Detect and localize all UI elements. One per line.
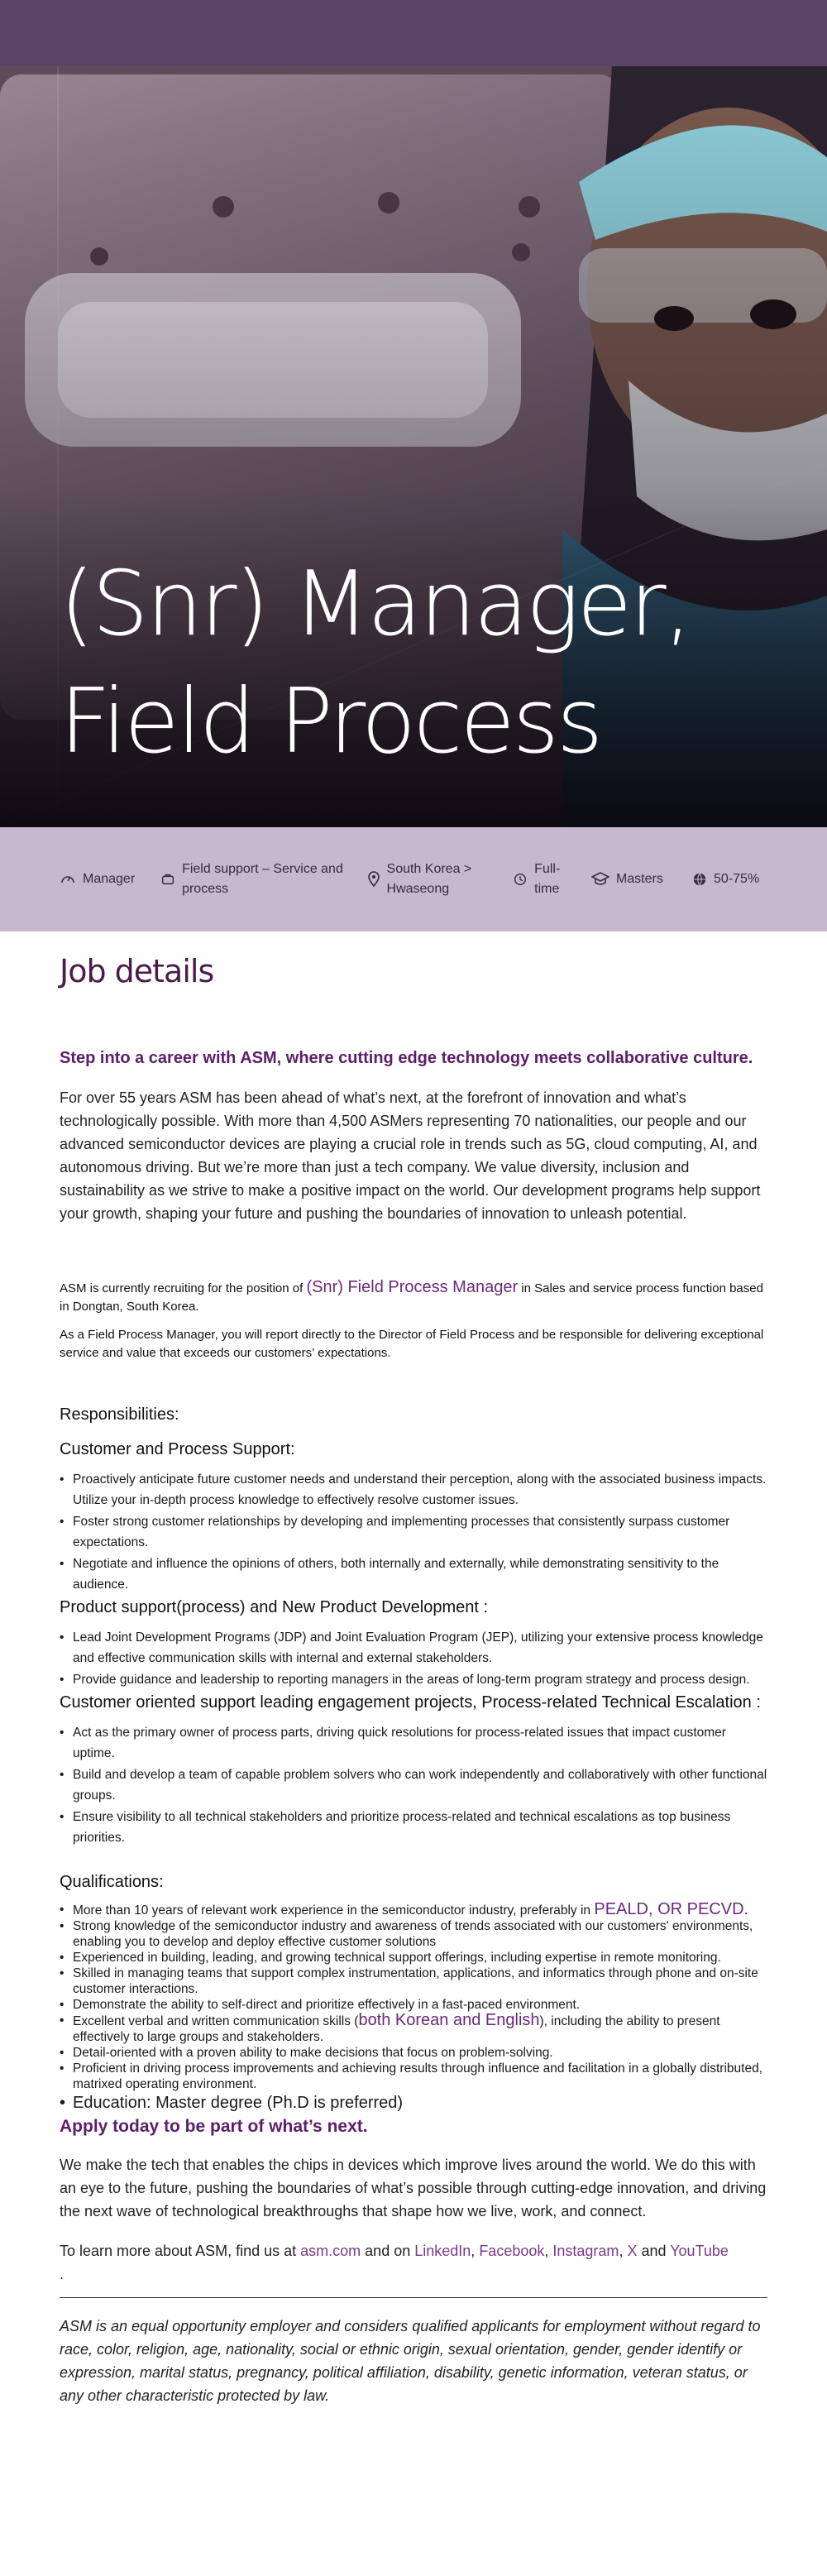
- resp-section-title: Customer oriented support leading engagement projects, Process-related Technical Escalation :: [60, 1693, 761, 1712]
- learn-text: To learn more about ASM, find us at: [60, 2243, 301, 2259]
- top-header-bar: [0, 0, 827, 66]
- job-title-line-2: Field Process: [60, 670, 601, 773]
- globe-icon: [692, 872, 707, 887]
- list-item: • Detail-oriented with a proven ability to make decisions that focus on problem-solving.: [60, 2045, 767, 2061]
- intro-heading: Step into a career with ASM, where cutting edge technology meets collaborative culture.: [60, 1049, 753, 1067]
- list-item: • Demonstrate the ability to self-direct and prioritize effectively in a fast-paced environment.: [60, 1997, 767, 2013]
- x-link[interactable]: X: [627, 2243, 638, 2259]
- recruit-paragraph: [60, 1278, 767, 1316]
- resp-list: [60, 1627, 767, 1690]
- separator: ,: [544, 2243, 553, 2259]
- meta-travel: [692, 869, 767, 889]
- list-item: • Education: Master degree (Ph.D is preferred): [60, 2092, 767, 2114]
- report-paragraph: As a Field Process Manager, you will report directly to the Director of Field Process and be responsible for delivering exceptional service and value that exceeds our customers’ expectations.: [60, 1328, 764, 1360]
- meta-education: [591, 869, 674, 889]
- list-item: • Ensure visibility to all technical stakeholders and prioritize process-related and technical escalations as top business priorities.: [60, 1807, 767, 1848]
- list-item: • Strong knowledge of the semiconductor industry and awareness of trends associated with our customers' environments, enabling you to develop and deploy effective customer solutions: [60, 1918, 767, 1950]
- qual-text: Excellent verbal and written communication skills (: [73, 2014, 359, 2028]
- qual-text: More than 10 years of relevant work experience in the semiconductor industry, preferably in: [73, 1903, 595, 1918]
- resp-list: [60, 1722, 767, 1848]
- list-item: [60, 2013, 767, 2045]
- qual-highlight: both Korean and English: [358, 2011, 540, 2029]
- learn-more-paragraph: [60, 2239, 767, 2286]
- learn-text: .: [60, 2266, 65, 2282]
- learn-text: and: [637, 2243, 671, 2259]
- facebook-link[interactable]: Facebook: [479, 2243, 545, 2259]
- list-item: • Proficient in driving process improvements and achieving results through influence and facilitation in a globally distributed, matrixed operating environment.: [60, 2061, 767, 2092]
- meta-location-label: South Korea > Hwaseong: [386, 862, 472, 896]
- briefcase-icon: [160, 872, 175, 887]
- meta-function-label: Field support – Service and process: [182, 862, 343, 896]
- qualifications-heading: Qualifications:: [60, 1873, 164, 1891]
- meta-location: [367, 859, 495, 899]
- recruit-text-pre: ASM is currently recruiting for the position of: [60, 1281, 307, 1295]
- resp-section-title: Customer and Process Support:: [60, 1440, 295, 1458]
- recruit-text-post: in Sales and service process function based in Dongtan, South Korea.: [60, 1281, 763, 1314]
- list-item: • Experienced in building, leading, and growing technical support offerings, including expertise in remote monitoring.: [60, 1950, 767, 1966]
- clock-icon: [513, 872, 528, 887]
- list-item: • Lead Joint Development Programs (JDP) and Joint Evaluation Program (JEP), utilizing your extensive process knowledge and effective communication skills with internal and external stakeholders.: [60, 1627, 767, 1669]
- resp-list: [60, 1469, 767, 1595]
- responsibilities-heading: Responsibilities:: [60, 1405, 179, 1424]
- list-item: • Proactively anticipate future customer needs and understand their perception, along with the associated business impacts. Utilize your in-depth process knowledge to effectively resolve customer issues.: [60, 1469, 767, 1511]
- meta-contract: [513, 859, 573, 899]
- qual-highlight: PEALD, OR PECVD.: [594, 1900, 749, 1918]
- learn-text: and on: [361, 2243, 415, 2259]
- separator: ,: [471, 2243, 480, 2259]
- separator: ,: [619, 2243, 628, 2259]
- meta-education-label: Masters: [615, 872, 663, 886]
- job-details-heading: Job details: [60, 953, 214, 989]
- eeo-statement: ASM is an equal opportunity employer and considers qualified applicants for employment without regard to race, color, religion, age, nationality, social or ethnic origin, sexual orientation, gender, gender identify or expression, marital status, pregnancy, political affiliation, disability, genetic information, veteran status, or any other characteristic protected by law.: [60, 2318, 761, 2404]
- intro-paragraph: For over 55 years ASM has been ahead of what’s next, at the forefront of innovation and what’s technologically possible. With more than 4,500 ASMers representing 70 nationalities, our people and our advanced semiconductor devices are playing a crucial role in trends such as 5G, cloud computing, AI, and autonomous driving. But we’re more than just a tech company. We value diversity, inclusion and sustainability as we strive to make a positive impact on the world. Our development programs help support your growth, shaping your future and pushing the boundaries of innovation to unleash potential.: [60, 1089, 761, 1222]
- job-title: [60, 546, 771, 781]
- meta-travel-label: 50-75%: [714, 872, 760, 886]
- list-item: • Foster strong customer relationships by developing and implementing processes that consistently surpass customer expectations.: [60, 1511, 767, 1553]
- apply-heading: Apply today to be part of what’s next.: [60, 2117, 368, 2136]
- meta-level-label: Manager: [83, 872, 136, 886]
- list-item: • Provide guidance and leadership to reporting managers in the areas of long-term program strategy and process design.: [60, 1669, 767, 1690]
- about-paragraph: We make the tech that enables the chips in devices which improve lives around the world. We do this with an eye to the future, pushing the boundaries of what’s possible through cutting-edge innovation, and driving the next wave of technological breakthroughs that shape how we live, work, and connect.: [60, 2157, 767, 2219]
- list-item: [60, 1902, 767, 1918]
- job-content: [60, 931, 767, 2407]
- instagram-link[interactable]: Instagram: [552, 2243, 619, 2259]
- list-item: • Build and develop a team of capable problem solvers who can work independently and collaboratively with other functional groups.: [60, 1764, 767, 1806]
- list-item: • Negotiate and influence the opinions of others, both internally and externally, while demonstrating sensitivity to the audience.: [60, 1554, 767, 1595]
- location-pin-icon: [367, 871, 380, 888]
- meta-level: [60, 869, 142, 889]
- asm-website-link[interactable]: asm.com: [300, 2243, 361, 2259]
- youtube-link[interactable]: YouTube: [670, 2243, 729, 2259]
- list-item: • Act as the primary owner of process parts, driving quick resolutions for process-related issues that impact customer uptime.: [60, 1722, 767, 1764]
- linkedin-link[interactable]: LinkedIn: [414, 2243, 471, 2259]
- gauge-icon: [60, 871, 76, 888]
- meta-contract-label: Full-time: [534, 862, 561, 896]
- job-title-line-1: (Snr) Manager,: [60, 553, 690, 656]
- qual-text: ), including the ability to present effectively to large groups and stakeholders.: [73, 2014, 720, 2044]
- resp-section-title: Product support(process) and New Product Development :: [60, 1598, 489, 1616]
- qualifications-list: [60, 1902, 767, 2114]
- hero-banner: [0, 66, 827, 827]
- graduation-cap-icon: [591, 872, 609, 887]
- list-item: • Skilled in managing teams that support complex instrumentation, applications, and informatics through phone and on-site customer interactions.: [60, 1966, 767, 1997]
- meta-function: [160, 859, 348, 899]
- job-meta-bar: [0, 827, 827, 931]
- divider: [60, 2297, 767, 2298]
- recruit-position: (Snr) Field Process Manager: [306, 1278, 519, 1296]
